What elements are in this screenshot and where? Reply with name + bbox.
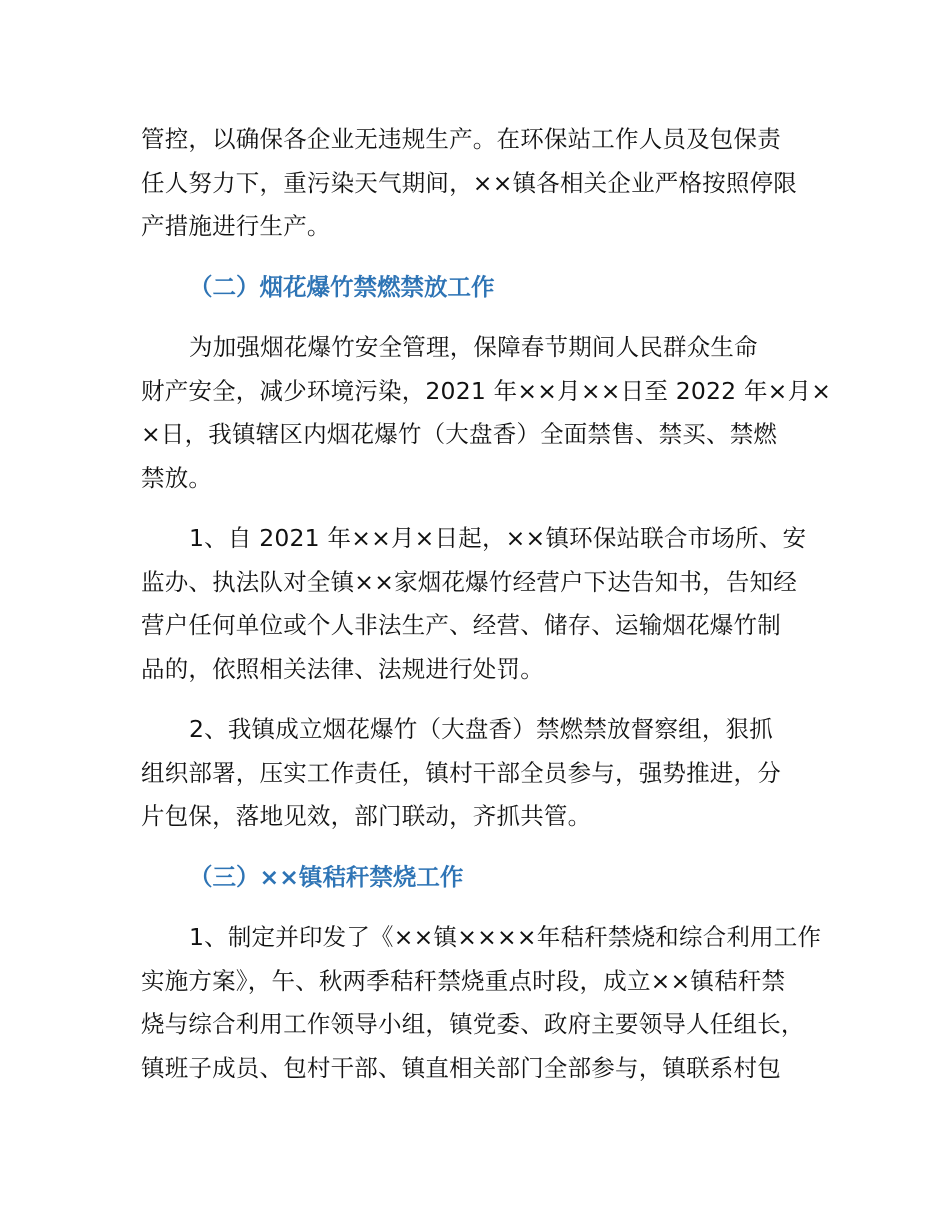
paragraph-fireworks-item-1 [141,517,813,691]
text-line: 2、我镇成立烟花爆竹（大盘香）禁燃禁放督察组，狠抓 [189,715,773,743]
text-line: 任人努力下，重污染天气期间，××镇各相关企业严格按照停限 [141,168,797,197]
text-line: 烧与综合利用工作领导小组，镇党委、政府主要领导人任组长， [141,1010,805,1038]
section-heading-fireworks: （二）烟花爆竹禁燃禁放工作 [189,272,495,301]
text-line: 1、制定并印发了《××镇××××年秸秆禁烧和综合利用工作 [189,923,822,951]
text-line: 监办、执法队对全镇××家烟花爆竹经营户下达告知书，告知经 [141,567,797,596]
text-line: 实施方案》，午、秋两季秸秆禁烧重点时段，成立××镇秸秆禁 [141,966,786,995]
document-page [141,118,832,1090]
text-line: 禁放。 [141,463,213,492]
text-line: ×日，我镇辖区内烟花爆竹（大盘香）全面禁售、禁买、禁燃 [141,420,778,448]
paragraph-fireworks-item-2 [141,708,813,839]
text-line: 片包保，落地见效，部门联动，齐抓共管。 [141,802,592,830]
paragraph-pollution-control [141,118,813,249]
text-line: 1、自 2021 年××月×日起，××镇环保站联合市场所、安 [189,524,807,552]
text-line: 管控，以确保各企业无违规生产。在环保站工作人员及包保责 [141,125,781,153]
text-line: 财产安全，减少环境污染，2021 年××月××日至 2022 年×月× [141,376,832,405]
paragraph-straw-item-1 [141,916,822,1090]
text-line: 产措施进行生产。 [141,212,331,240]
text-line: 镇班子成员、包村干部、镇直相关部门全部参与，镇联系村包 [141,1053,781,1082]
text-line: 组织部署，压实工作责任，镇村干部全员参与，强势推进，分 [141,758,781,787]
text-line: 营户任何单位或个人非法生产、经营、储存、运输烟花爆竹制 [141,611,781,639]
paragraph-fireworks-intro [141,326,832,500]
text-line: 为加强烟花爆竹安全管理，保障春节期间人民群众生命 [189,333,758,361]
section-heading-straw-burning: （三）××镇秸秆禁烧工作 [189,862,464,891]
text-line: 品的，依照相关法律、法规进行处罚。 [141,654,544,683]
